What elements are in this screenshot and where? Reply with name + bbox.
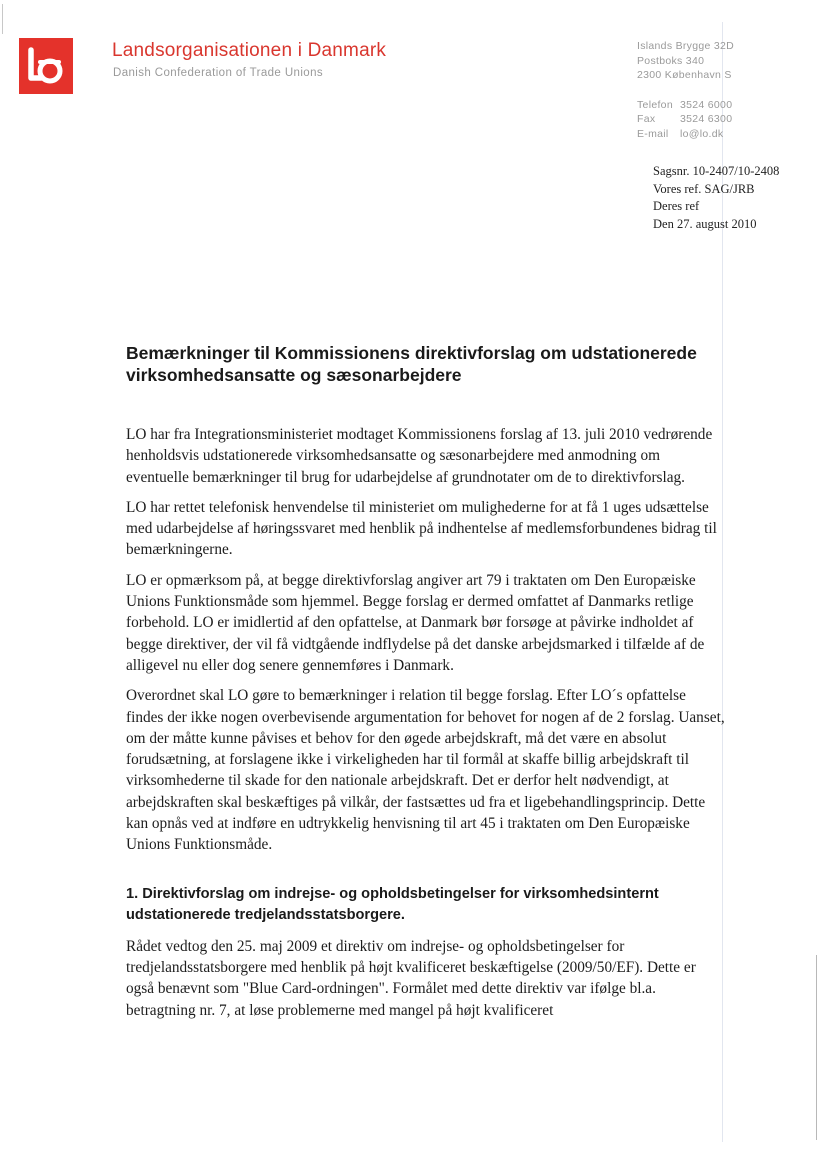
address-line: Postboks 340 [637, 54, 705, 67]
your-reference: Deres ref [653, 199, 700, 213]
address-line: 2300 København S [637, 69, 732, 81]
body-paragraph: LO har rettet telefonisk henvendelse til ministeriet om mulighederne for at få 1 uges udsættelse med udarbejdelse af høringssvaret med henblik på indhentelse af medlemsforbundenes bidrag til bemærkningerne. [126, 498, 717, 559]
contact-block [637, 39, 734, 141]
address-line: Islands Brygge 32D [637, 40, 735, 52]
body-paragraph: LO er opmærksom på, at begge direktivforslag angiver art 79 i traktaten om Den Europæiske Unions Funktionsmåde som hjemmel. Begge forslag er dermed omfattet af Danmarks retlige forbehold. LO er imidlertid af den opfattelse, at Danmark bør forsøge at påvirke indholdet af begge direktiver, der vil få vidtgående indflydelse på det danske arbejdsmarked i tilfælde af de alligevel nu eller dog senere gennemføres i Danmark. [126, 571, 705, 674]
lo-logo-icon [19, 38, 73, 94]
fax-line [637, 112, 734, 127]
document-body [126, 424, 726, 1030]
fax-number: 3524 6300 [680, 113, 733, 125]
our-reference: Vores ref. SAG/JRB [653, 181, 755, 196]
fax-label: Fax [637, 113, 656, 125]
reference-block [653, 163, 779, 233]
body-paragraph: Rådet vedtog den 25. maj 2009 et direktiv om indrejse- og opholdsbetingelser for tredjelandsstatsborgere med henblik på højt kvalificeret beskæftigelse (2009/50/EF). Dette er også benævnt som "Blue Card-ordningen". Formålet med dette direktiv var ifølge bl.a. betragtning nr. 7, at løse problemerne med mangel på højt kvalificeret [126, 937, 696, 1019]
lo-logo [19, 38, 73, 94]
body-paragraph: LO har fra Integrationsministeriet modtaget Kommissionens forslag af 13. juli 2010 vedrørende henholdsvis udstationerede virksomhedsansatte og sæsonarbejdere med anmodning om eventuelle bemærkninger til brug for udarbejdelse af grundnotater om de to direktivforslag. [126, 426, 713, 486]
email-address: lo@lo.dk [680, 127, 724, 140]
email-label: E-mail [637, 127, 669, 140]
scan-edge-mark [2, 4, 3, 34]
phone-number: 3524 6000 [680, 98, 733, 111]
section-heading: 1. Direktivforslag om indrejse- og opholdsbetingelser for virksomhedsinternt udstationerede tredjelandsstatsborgere. [126, 885, 659, 923]
body-paragraph: Overordnet skal LO gøre to bemærkninger i relation til begge forslag. Efter LO´s opfattelse findes der ikke nogen overbevisende argumentation for behovet for nogen af de 2 forslag. Uanset, om der måtte kunne påvises et behov for den øgede arbejdskraft, må det være en absolut forudsætning, at forslagene ikke i virkeligheden har til formål at skaffe billig arbejdskraft til virksomhederne til skade for den nationale arbejdskraft. Det er derfor helt nødvendigt, at arbejdskraften skal beskæftiges på vilkår, der fastsættes ud fra et ligebehandlingsprincip. Dette kan opnås ved at indføre en udtrykkelig henvisning til art 45 i traktaten om Den Europæiske Unions Funktionsmåde. [126, 687, 725, 854]
scan-edge-line [816, 955, 817, 1140]
phone-line [637, 98, 734, 113]
document-title: Bemærkninger til Kommissionens direktivforslag om udstationerede virksomhedsansatte og sæsonarbejdere [126, 343, 697, 385]
email-line [637, 127, 734, 142]
organization-name: Landsorganisationen i Danmark [112, 40, 387, 61]
case-number: Sagsnr. 10-2407/10-2408 [653, 164, 780, 178]
organization-name-english: Danish Confederation of Trade Unions [113, 67, 324, 79]
letter-date: Den 27. august 2010 [653, 216, 757, 231]
phone-label: Telefon [637, 98, 673, 111]
